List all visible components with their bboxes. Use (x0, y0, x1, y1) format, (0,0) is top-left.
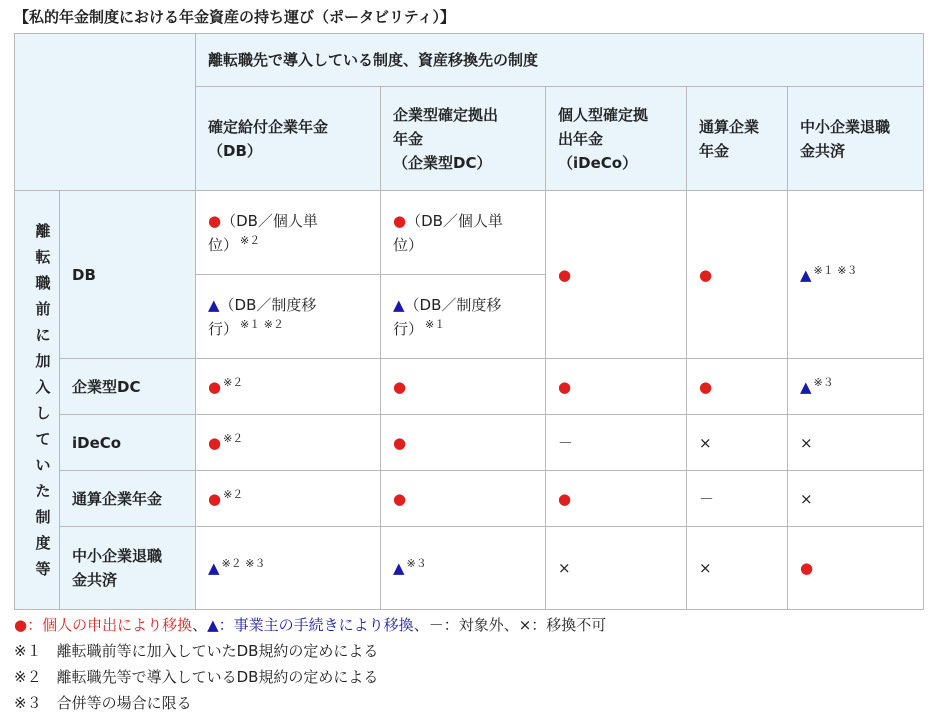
cell-ideco-db: ● $^{※2}$ (196, 415, 381, 471)
cell-chusho-db: ▲ $^{※2 ※3}$ (196, 527, 381, 610)
cell-chusho-chusho: ● (788, 527, 924, 610)
note-2: ※２ 離転職先等で導入しているDB規約の定めによる (14, 668, 379, 686)
cell-ideco-ideco: － (546, 415, 687, 471)
cell-db-dc-transfer: ▲（DB／制度移 行） $^{※1}$ (381, 275, 546, 359)
cell-tsusan-ideco: ● (546, 471, 687, 527)
legend-blue-mark: ▲ (207, 616, 219, 634)
cell-db-db-individual: ●（DB／個人単 位） $^{※2}$ (196, 191, 381, 275)
row-label-dc: 企業型DC (60, 359, 196, 415)
cell-tsusan-dc: ● (381, 471, 546, 527)
cell-tsusan-db: ● $^{※2}$ (196, 471, 381, 527)
header-col-db: 確定給付企業年金 （DB） (196, 87, 381, 191)
row-label-db: DB (60, 191, 196, 359)
cell-db-dc-individual: ●（DB／個人単 位） (381, 191, 546, 275)
legend-line: ●：個人の申出により移換、▲：事業主の手続きにより移換、－：対象外、×：移換不可 (14, 616, 607, 634)
cell-ideco-tsusan: × (687, 415, 788, 471)
row-label-chusho: 中小企業退職 金共済 (60, 527, 196, 610)
cell-db-tsusan: ● (687, 191, 788, 359)
legend-red-mark: ● (14, 616, 28, 634)
cell-chusho-ideco: × (546, 527, 687, 610)
legend-red-text: ：個人の申出により移換 (27, 616, 193, 634)
cell-dc-ideco: ● (546, 359, 687, 415)
cell-db-chusho: ▲ $^{※1 ※3}$ (788, 191, 924, 359)
cell-chusho-dc: ▲ $^{※3}$ (381, 527, 546, 610)
corner-cell (15, 34, 196, 191)
note-3: ※３ 合併等の場合に限る (14, 694, 192, 712)
cell-ideco-chusho: × (788, 415, 924, 471)
cell-tsusan-tsusan: － (687, 471, 788, 527)
portability-table (14, 33, 924, 610)
legend-rest: 、－：対象外、×：移換不可 (413, 616, 607, 634)
cell-dc-chusho: ▲ $^{※3}$ (788, 359, 924, 415)
cell-tsusan-chusho: × (788, 471, 924, 527)
header-col-ideco: 個人型確定拠 出年金 （iDeCo） (546, 87, 687, 191)
page-title: 【私的年金制度における年金資産の持ち運び（ポータビリティ）】 (14, 8, 456, 26)
cell-ideco-dc: ● (381, 415, 546, 471)
side-label: 離 転 職 前 に 加 入 し て い た 制 度 等 (15, 191, 60, 610)
row-label-ideco: iDeCo (60, 415, 196, 471)
header-col-dc: 企業型確定拠出 年金 （企業型DC） (381, 87, 546, 191)
cell-dc-dc: ● (381, 359, 546, 415)
cell-dc-tsusan: ● (687, 359, 788, 415)
header-col-chusho: 中小企業退職 金共済 (788, 87, 924, 191)
header-group: 離転職先で導入している制度、資産移換先の制度 (196, 34, 924, 87)
legend-blue-text: ：事業主の手続きにより移換 (218, 616, 414, 634)
cell-dc-db: ● $^{※2}$ (196, 359, 381, 415)
note-1: ※１ 離転職前等に加入していたDB規約の定めによる (14, 642, 379, 660)
header-col-tsusan: 通算企業 年金 (687, 87, 788, 191)
cell-chusho-tsusan: × (687, 527, 788, 610)
row-label-tsusan: 通算企業年金 (60, 471, 196, 527)
cell-db-db-transfer: ▲（DB／制度移 行） $^{※1 ※2}$ (196, 275, 381, 359)
cell-db-ideco: ● (546, 191, 687, 359)
